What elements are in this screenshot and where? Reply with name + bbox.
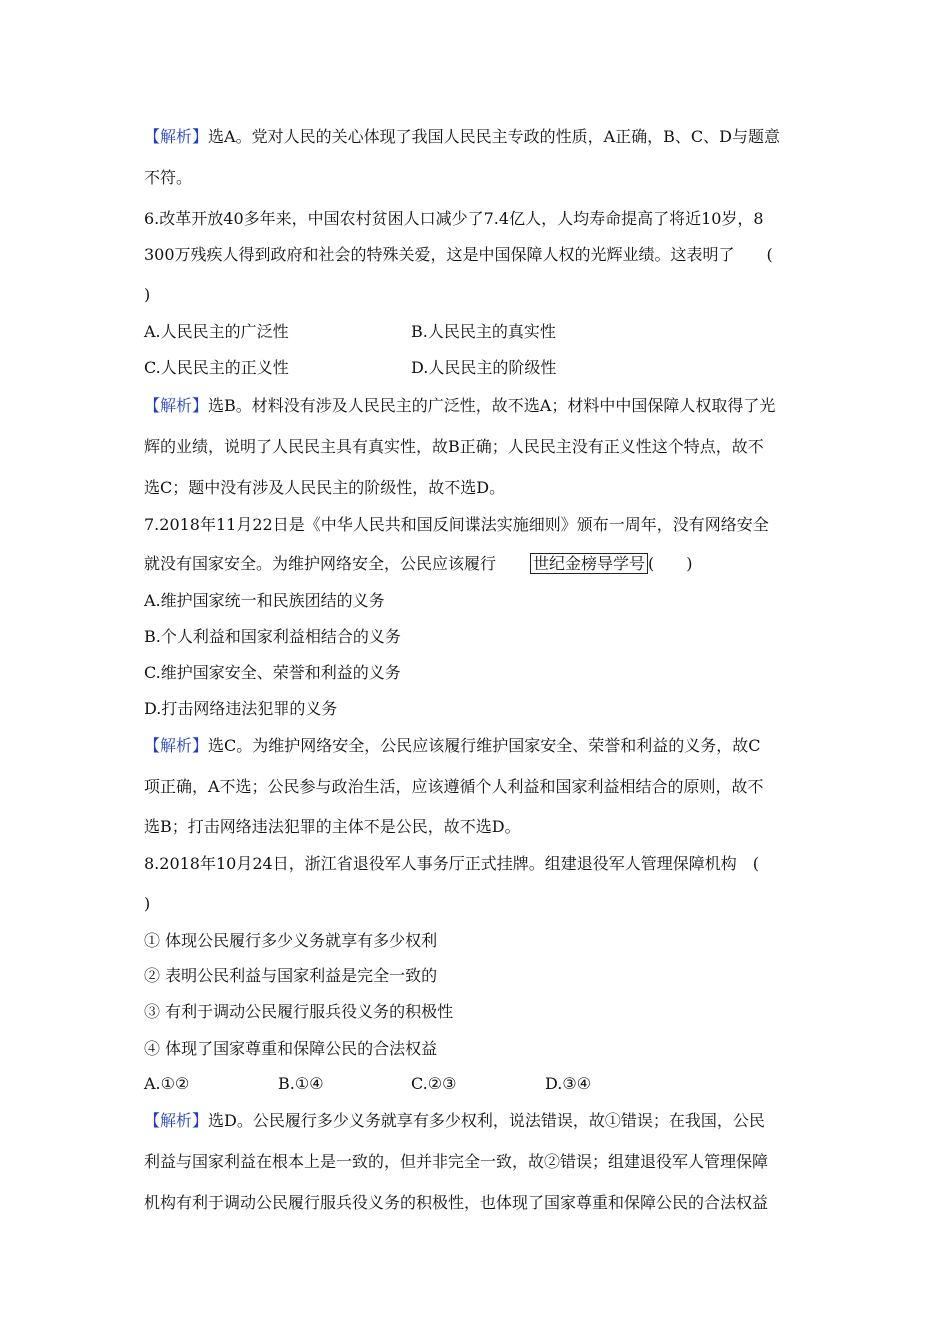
- q7-explanation-line-3: 选B；打击网络违法犯罪的主体不是公民，故不选D。: [144, 817, 521, 836]
- explanation-tag: 【解析】: [144, 1111, 209, 1130]
- q7-option-a: A.维护国家统一和民族团结的义务: [144, 591, 385, 610]
- q8-item-3: ③ 有利于调动公民履行服兵役义务的积极性: [144, 1002, 454, 1021]
- explanation-tag: 【解析】: [144, 127, 209, 146]
- q8-option-a: A.①②: [144, 1074, 190, 1093]
- q8-item-1: ① 体现公民履行多少义务就享有多少权利: [144, 931, 438, 950]
- q8-option-d: D.③④: [545, 1074, 592, 1093]
- q7-stem-line-1: 7.2018年11月22日是《中华人民共和国反间谍法实施细则》颁布一周年，没有网络安全: [144, 515, 769, 534]
- q8-explanation-line-2: 利益与国家利益在根本上是一致的，但并非完全一致，故②错误；组建退役军人管理保障: [144, 1152, 769, 1171]
- q5-explanation-line-1: 【解析】选A。党对人民的关心体现了我国人民民主专政的性质，A正确，B、C、D与题意: [144, 127, 780, 146]
- q8-option-b: B.①④: [278, 1074, 324, 1093]
- q8-stem-line-1: 8.2018年10月24日，浙江省退役军人事务厅正式挂牌。组建退役军人管理保障机构 (: [144, 854, 759, 873]
- q8-explanation-line-3: 机构有利于调动公民履行服兵役义务的积极性，也体现了国家尊重和保障公民的合法权益: [144, 1193, 769, 1212]
- q6-explanation-line-2: 辉的业绩，说明了人民民主具有真实性，故B正确；人民民主没有正义性这个特点，故不: [144, 437, 764, 456]
- q6-stem-line-1: 6.改革开放40多年来，中国农村贫困人口减少了7.4亿人，人均寿命提高了将近10岁，8: [144, 209, 764, 228]
- q7-stem-line-2: 就没有国家安全。为维护网络安全，公民应该履行 世纪金榜导学号 ( ): [144, 554, 693, 573]
- q8-item-4: ④ 体现了国家尊重和保障公民的合法权益: [144, 1039, 438, 1058]
- q7-explanation-line-2: 项正确，A不选；公民参与政治生活，应该遵循个人利益和国家利益相结合的原则，故不: [144, 777, 764, 796]
- q6-option-d: D.人民民主的阶级性: [411, 358, 557, 377]
- q6-explanation-line-3: 选C；题中没有涉及人民民主的阶级性，故不选D。: [144, 478, 506, 497]
- q7-option-c: C.维护国家安全、荣誉和利益的义务: [144, 663, 401, 682]
- source-badge: 世纪金榜导学号: [530, 553, 648, 574]
- q6-stem-line-2: 300万残疾人得到政府和社会的特殊关爱，这是中国保障人权的光辉业绩。这表明了 (: [144, 245, 773, 264]
- q7-option-b: B.个人利益和国家利益相结合的义务: [144, 627, 401, 646]
- q6-option-a: A.人民民主的广泛性: [144, 322, 289, 341]
- q6-explanation-line-1: 【解析】选B。材料没有涉及人民民主的广泛性，故不选A；材料中中国保障人权取得了光: [144, 396, 776, 415]
- q5-explanation-line-2: 不符。: [144, 168, 193, 187]
- q8-stem-line-2: ): [144, 894, 151, 913]
- q8-item-2: ② 表明公民利益与国家利益是完全一致的: [144, 966, 438, 985]
- q6-stem-line-3: ): [144, 285, 151, 304]
- q8-option-c: C.②③: [411, 1074, 457, 1093]
- q7-option-d: D.打击网络违法犯罪的义务: [144, 699, 338, 718]
- explanation-tag: 【解析】: [144, 736, 209, 755]
- explanation-tag: 【解析】: [144, 396, 209, 415]
- q6-option-c: C.人民民主的正义性: [144, 358, 289, 377]
- q7-explanation-line-1: 【解析】选C。为维护网络安全，公民应该履行维护国家安全、荣誉和利益的义务，故C: [144, 736, 761, 755]
- q8-explanation-line-1: 【解析】选D。公民履行多少义务就享有多少权利，说法错误，故①错误；在我国，公民: [144, 1111, 765, 1130]
- q6-option-b: B.人民民主的真实性: [411, 322, 556, 341]
